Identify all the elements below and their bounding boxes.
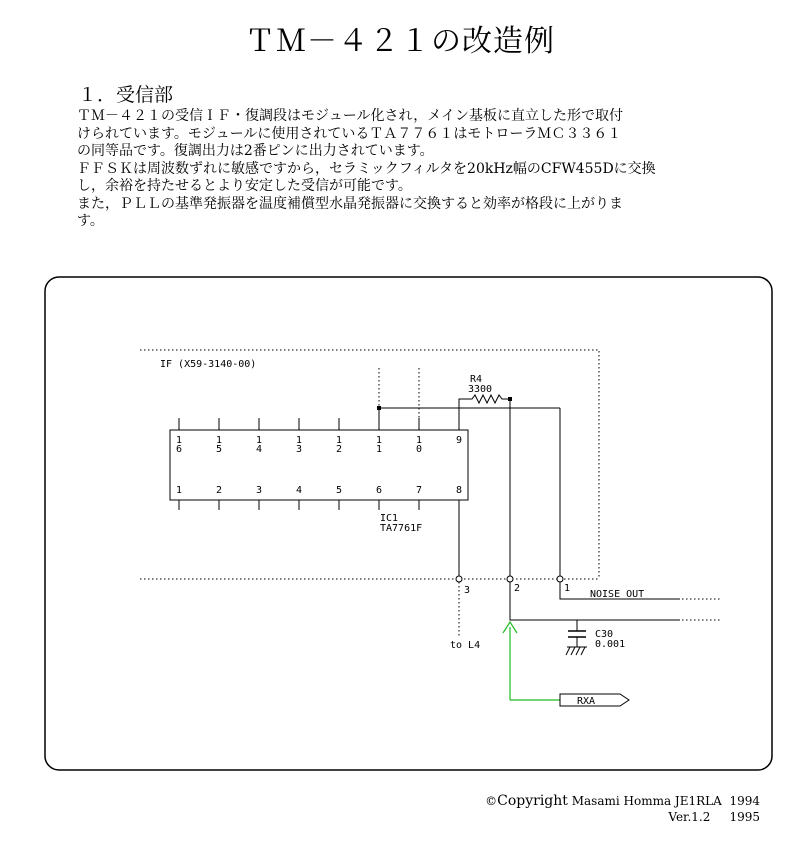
pin-14-label: 4 xyxy=(255,444,263,455)
pin-5-label: 5 xyxy=(335,485,343,496)
version-year: 1995 xyxy=(729,810,760,824)
c30-value-label: 0.001 xyxy=(595,639,626,650)
pin-16-label: 1 xyxy=(175,435,183,446)
copyright-symbol: © xyxy=(485,794,498,808)
ic1-body xyxy=(170,430,468,500)
pin-11-label: 1 xyxy=(375,444,383,455)
pin-12-label: 1 xyxy=(335,435,343,446)
pin-12-label: 2 xyxy=(335,444,343,455)
version-line xyxy=(485,809,760,825)
pin-13-label: 1 xyxy=(295,435,303,446)
pin-1-label: 1 xyxy=(175,485,183,496)
copyright-block xyxy=(485,793,760,825)
ic1-top-pin-stubs xyxy=(179,408,419,430)
section-heading: １．受信部 xyxy=(78,84,174,106)
rxa-label: RXA xyxy=(577,696,596,707)
c30-ref-label: C30 xyxy=(595,629,614,640)
connector-pin-2-label: 2 xyxy=(514,583,521,594)
pin-16-label: 6 xyxy=(175,444,183,455)
r4-resistor xyxy=(459,395,510,430)
pin-3-label: 3 xyxy=(255,485,263,496)
pin-4-label: 4 xyxy=(295,485,303,496)
body-line: ＴＭ－４２１の受信ＩＦ・復調段はモジュール化され，メイン基板に直立した形で取付 xyxy=(77,108,623,124)
demod-out-wire xyxy=(510,582,680,620)
version-label: Ver.1.2 xyxy=(668,810,711,824)
copyright-author: Masami Homma JE1RLA xyxy=(571,794,722,808)
copyright-year: 1994 xyxy=(729,794,760,808)
ic1-bottom-pin-stubs xyxy=(179,500,419,510)
body-line: ＦＦＳＫは周波数ずれに敏感ですから，セラミックフィルタを20kHz幅のCFW455Dに交換 xyxy=(77,160,656,177)
body-line: す。 xyxy=(77,213,104,229)
pin-2-label: 2 xyxy=(215,485,223,496)
to-l4-label: to L4 xyxy=(450,640,481,651)
ground-icon xyxy=(566,647,587,655)
pin-7-label: 7 xyxy=(415,485,423,496)
body-line: し，余裕を持たせるとより安定した受信が可能です。 xyxy=(77,178,412,194)
noise-out-label: NOISE OUT xyxy=(590,589,645,600)
pin-15-label: 1 xyxy=(215,435,223,446)
pin-10-label: 1 xyxy=(415,435,423,446)
r4-ref-label: R4 xyxy=(470,374,483,385)
copyright-line xyxy=(485,793,760,809)
module-label: IF (X59-3140-00) xyxy=(160,359,257,370)
pin-6-label: 6 xyxy=(375,485,383,496)
pin-14-label: 1 xyxy=(255,435,263,446)
pin-10-label: 0 xyxy=(415,444,423,455)
copyright-word: Copyright xyxy=(497,793,568,809)
connector-pin-1-label: 1 xyxy=(564,583,571,594)
r4-value-label: 3300 xyxy=(468,384,493,395)
module-outline xyxy=(140,350,599,578)
ic1-ref-label: IC1 xyxy=(380,513,399,524)
connector-pin-1 xyxy=(557,576,563,582)
connector-pin-3-label: 3 xyxy=(464,585,471,596)
pin-15-label: 5 xyxy=(215,444,223,455)
pin-8-label: 8 xyxy=(455,485,463,496)
connector-pin-3 xyxy=(456,576,462,582)
body-line: けられています。モジュールに使用されているＴＡ７７６１はモトローラＭＣ３３６１ xyxy=(77,125,622,142)
page-title: ＴＭ－４２１の改造例 xyxy=(245,24,555,59)
pin-13-label: 3 xyxy=(295,444,303,455)
connector-pin-2 xyxy=(507,576,513,582)
pin-9-label: 9 xyxy=(455,435,463,446)
body-line: また，ＰＬＬの基準発振器を温度補償型水晶発振器に交換すると効率が格段に上がりま xyxy=(77,195,623,212)
body-line: の同等品です。復調出力は2番ピンに出力されています。 xyxy=(77,143,434,159)
rxa-signal-path xyxy=(503,622,560,700)
pin-11-label: 1 xyxy=(375,435,383,446)
ic1-part-label: TA7761F xyxy=(380,523,423,534)
